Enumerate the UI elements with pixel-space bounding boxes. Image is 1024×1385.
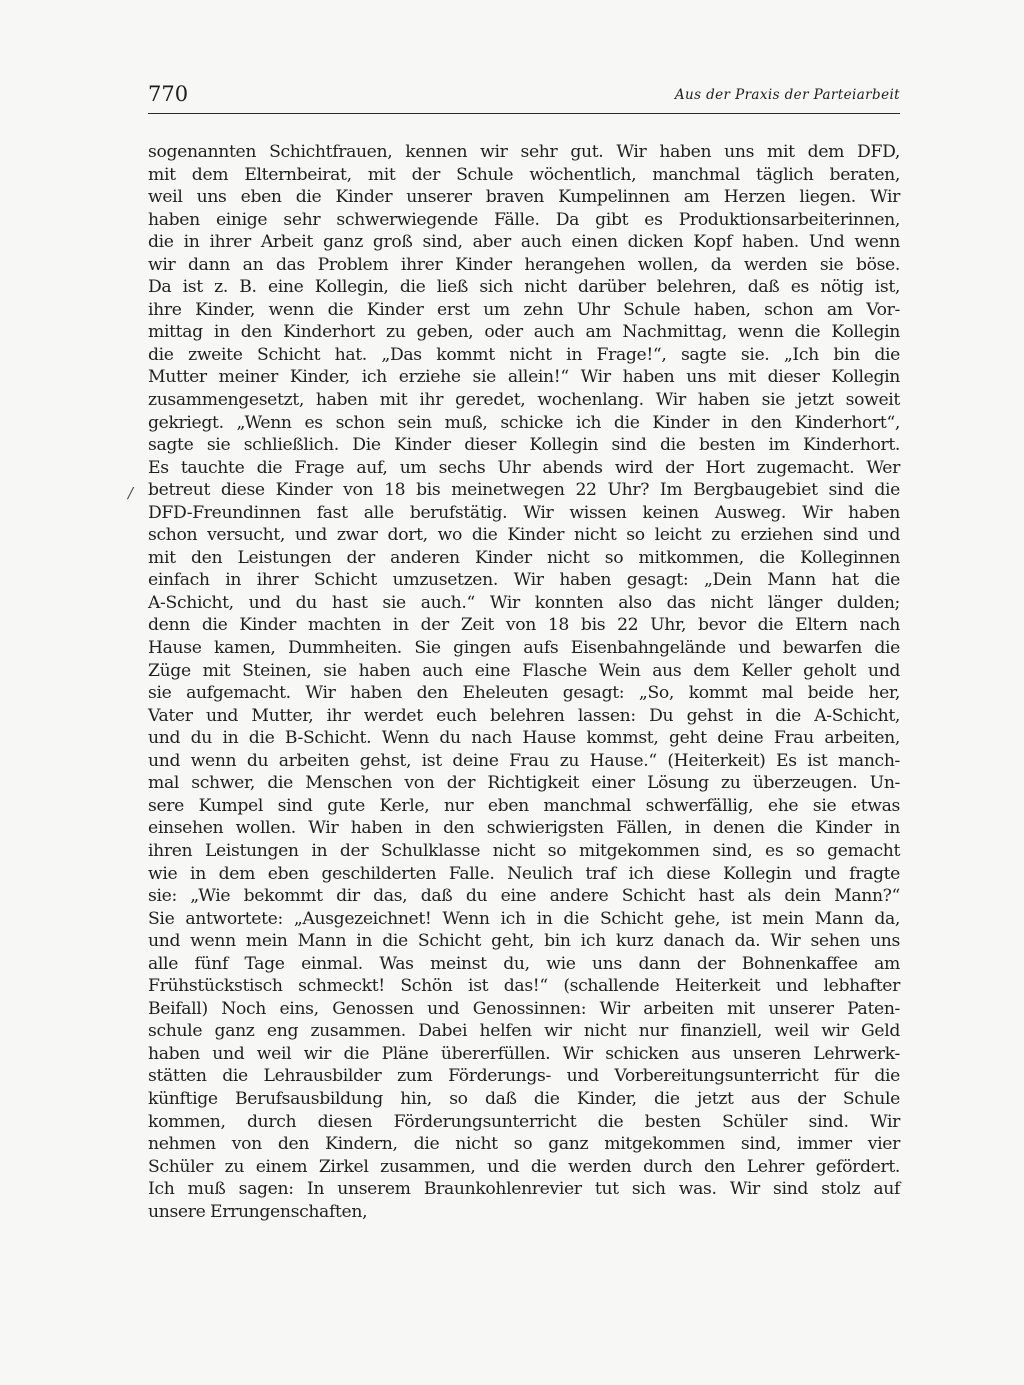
text-line: Vater und Mutter, ihr werdet euch belehren lassen: Du gehst in die A-Schicht,	[148, 705, 900, 726]
body-text	[148, 141, 900, 1223]
running-title: Aus der Praxis der Parteiarbeit	[674, 87, 900, 103]
text-line: mittag in den Kinderhort zu geben, oder auch am Nachmittag, wenn die Kollegin	[148, 322, 900, 343]
text-line: sere Kumpel sind gute Kerle, nur eben manchmal schwerfällig, ehe sie etwas	[148, 795, 900, 816]
text-line: gekriegt. „Wenn es schon sein muß, schicke ich die Kinder in den Kinderhort“,	[148, 412, 900, 433]
text-line: die in ihrer Arbeit ganz groß sind, aber auch einen dicken Kopf haben. Und wenn	[148, 232, 900, 253]
text-line: und wenn du arbeiten gehst, ist deine Frau zu Hause.“ (Heiterkeit) Es ist manch-	[148, 750, 900, 771]
text-line: wie in dem eben geschilderten Falle. Neulich traf ich diese Kollegin und fragte	[148, 863, 900, 884]
text-line: Es tauchte die Frage auf, um sechs Uhr abends wird der Hort zugemacht. Wer	[148, 457, 900, 478]
text-line: die zweite Schicht hat. „Das kommt nicht in Frage!“, sagte sie. „Ich bin die	[148, 344, 900, 365]
text-line: und du in die B-Schicht. Wenn du nach Hause kommst, geht deine Frau arbeiten,	[148, 728, 900, 749]
text-line: künftige Berufsausbildung hin, so daß die Kinder, die jetzt aus der Schule	[148, 1088, 900, 1109]
text-line: ihren Leistungen in der Schulklasse nicht so mitgekommen sind, es so gemacht	[148, 840, 900, 861]
page-number: 770	[148, 82, 189, 106]
text-line: Frühstückstisch schmeckt! Schön ist das!“ (schallende Heiterkeit und lebhafter	[148, 976, 900, 997]
text-line: wir dann an das Problem ihrer Kinder herangehen wollen, da werden sie böse.	[148, 254, 900, 275]
text-line: denn die Kinder machten in der Zeit von 18 bis 22 Uhr, bevor die Eltern nach	[148, 615, 900, 636]
text-line: unsere Errungenschaften,	[148, 1201, 368, 1222]
text-line: A-Schicht, und du hast sie auch.“ Wir konnten also das nicht länger dulden;	[148, 592, 900, 613]
text-line: haben einige sehr schwerwiegende Fälle. Da gibt es Produktionsarbeiterinnen,	[148, 209, 900, 230]
text-line: Mutter meiner Kinder, ich erziehe sie allein!“ Wir haben uns mit dieser Kollegin	[148, 367, 900, 388]
text-line: Hause kamen, Dummheiten. Sie gingen aufs Eisenbahngelände und bewarfen die	[148, 638, 900, 659]
text-line: weil uns eben die Kinder unserer braven Kumpelinnen am Herzen liegen. Wir	[148, 187, 900, 208]
text-line: schon versucht, und zwar dort, wo die Kinder nicht so leicht zu erziehen sind und	[148, 525, 900, 546]
margin-mark: /	[128, 484, 134, 502]
text-line: sie aufgemacht. Wir haben den Eheleuten gesagt: „So, kommt mal beide her,	[148, 683, 900, 704]
text-line: Züge mit Steinen, sie haben auch eine Flasche Wein aus dem Keller geholt und	[148, 660, 900, 681]
text-line: Ich muß sagen: In unserem Braunkohlenrevier tut sich was. Wir sind stolz auf	[148, 1179, 900, 1200]
text-line: Sie antwortete: „Ausgezeichnet! Wenn ich in die Schicht gehe, ist mein Mann da,	[148, 908, 900, 929]
text-line: kommen, durch diesen Förderungsunterricht die besten Schüler sind. Wir	[148, 1111, 900, 1132]
text-line: alle fünf Tage einmal. Was meinst du, wie uns dann der Bohnenkaffee am	[148, 953, 900, 974]
header-rule	[148, 113, 900, 114]
text-line: einfach in ihrer Schicht umzusetzen. Wir haben gesagt: „Dein Mann hat die	[148, 570, 900, 591]
text-line: Beifall) Noch eins, Genossen und Genossinnen: Wir arbeiten mit unserer Paten-	[148, 998, 900, 1019]
text-line: Schüler zu einem Zirkel zusammen, und die werden durch den Lehrer gefördert.	[148, 1156, 900, 1177]
text-line: mal schwer, die Menschen von der Richtigkeit einer Lösung zu überzeugen. Un-	[148, 773, 900, 794]
text-line: haben und weil wir die Pläne übererfüllen. Wir schicken aus unseren Lehrwerk-	[148, 1043, 900, 1064]
text-line: einsehen wollen. Wir haben in den schwierigsten Fällen, in denen die Kinder in	[148, 818, 900, 839]
text-line: sogenannten Schichtfrauen, kennen wir sehr gut. Wir haben uns mit dem DFD,	[148, 142, 900, 162]
text-line: nehmen von den Kindern, die nicht so ganz mitgekommen sind, immer vier	[148, 1134, 900, 1155]
page-header	[148, 80, 900, 114]
text-line: ihre Kinder, wenn die Kinder erst um zehn Uhr Schule haben, schon am Vor-	[148, 299, 900, 320]
text-line: schule ganz eng zusammen. Dabei helfen wir nicht nur finanziell, weil wir Geld	[148, 1021, 900, 1042]
text-line: sie: „Wie bekommt dir das, daß du eine andere Schicht hast als dein Mann?“	[148, 886, 900, 907]
text-line: mit den Leistungen der anderen Kinder nicht so mitkommen, die Kolleginnen	[148, 547, 900, 568]
text-line: sagte sie schließlich. Die Kinder dieser Kollegin sind die besten im Kinderhort.	[148, 435, 900, 456]
text-line: und wenn mein Mann in die Schicht geht, bin ich kurz danach da. Wir sehen uns	[148, 931, 900, 952]
text-line: Da ist z. B. eine Kollegin, die ließ sich nicht darüber belehren, daß es nötig ist,	[148, 277, 900, 298]
text-line: mit dem Elternbeirat, mit der Schule wöchentlich, manchmal täglich beraten,	[148, 164, 900, 185]
text-line: stätten die Lehrausbilder zum Förderungs- und Vorbereitungsunterricht für die	[148, 1066, 900, 1087]
text-line: DFD-Freundinnen fast alle berufstätig. Wir wissen keinen Ausweg. Wir haben	[148, 502, 900, 523]
text-line: zusammengesetzt, haben mit ihr geredet, wochenlang. Wir haben sie jetzt soweit	[148, 390, 900, 411]
text-line: betreut diese Kinder von 18 bis meinetwegen 22 Uhr? Im Bergbaugebiet sind die	[148, 480, 900, 501]
